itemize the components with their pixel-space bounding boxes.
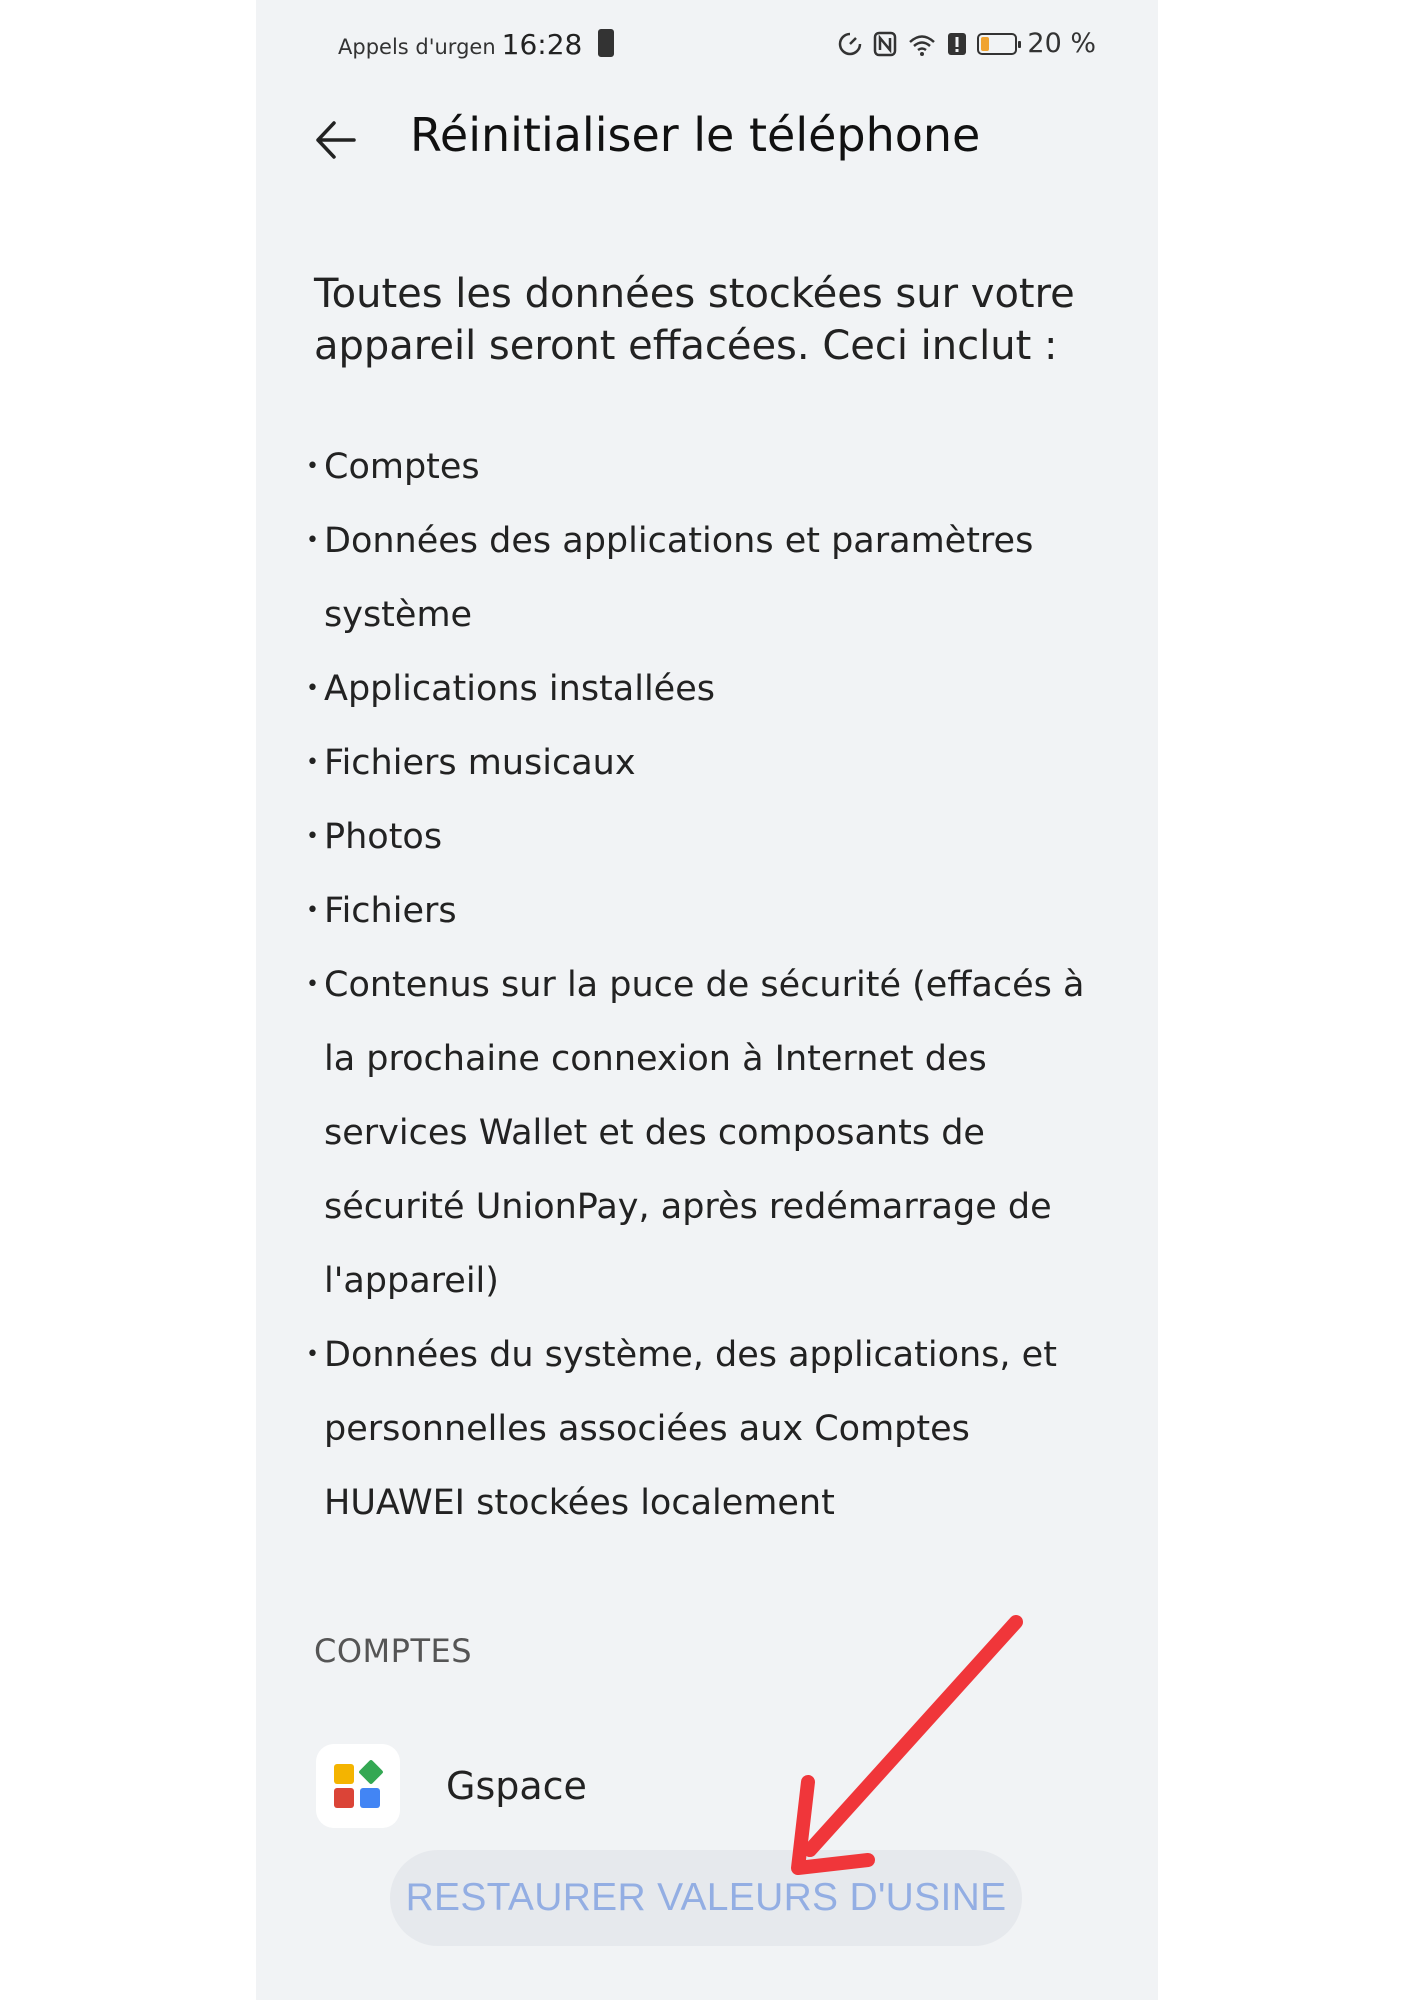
app-bar [256, 100, 1158, 180]
page-title: Réinitialiser le téléphone [410, 108, 981, 162]
status-bar [256, 0, 1158, 90]
status-left [338, 26, 614, 61]
data-saver-icon [837, 31, 863, 57]
restore-factory-settings-button[interactable]: RESTAURER VALEURS D'USINE [390, 1850, 1022, 1946]
arrow-left-icon[interactable] [306, 110, 366, 170]
gspace-app-icon [316, 1744, 400, 1828]
list-item: • Données des applications et paramètres système [308, 504, 1108, 652]
battery-saver-icon [598, 29, 614, 57]
list-item: • Données du système, des applications, et personnelles associées aux Comptes HUAWEI stockées localement [308, 1318, 1108, 1540]
emergency-calls-text: Appels d'urgen [338, 35, 496, 59]
alert-icon [947, 31, 967, 57]
phone-screen [256, 0, 1158, 2000]
wifi-6-icon [907, 31, 937, 57]
list-item: • Comptes [308, 430, 1108, 504]
erased-data-list [308, 430, 1108, 1540]
account-item-gspace[interactable] [316, 1744, 1116, 1834]
clock: 16:28 [501, 28, 583, 61]
list-item: • Photos [308, 800, 1108, 874]
intro-text: Toutes les données stockées sur votre appareil seront effacées. Ceci inclut : [314, 271, 1075, 369]
accounts-section-label: COMPTES [314, 1632, 473, 1670]
list-item: • Applications installées [308, 652, 1108, 726]
account-name: Gspace [446, 1764, 587, 1808]
list-item: • Contenus sur la puce de sécurité (effacés à la prochaine connexion à Internet des services Wallet et des composants de sécurité UnionPay, après redémarrage de l'appareil) [308, 948, 1108, 1318]
battery-level [981, 37, 988, 51]
status-right [837, 28, 1096, 59]
battery-percent: 20 % [1027, 28, 1096, 59]
nfc-icon [873, 31, 897, 57]
list-item: • Fichiers musicaux [308, 726, 1108, 800]
list-item: • Fichiers [308, 874, 1108, 948]
battery-icon [977, 33, 1017, 55]
